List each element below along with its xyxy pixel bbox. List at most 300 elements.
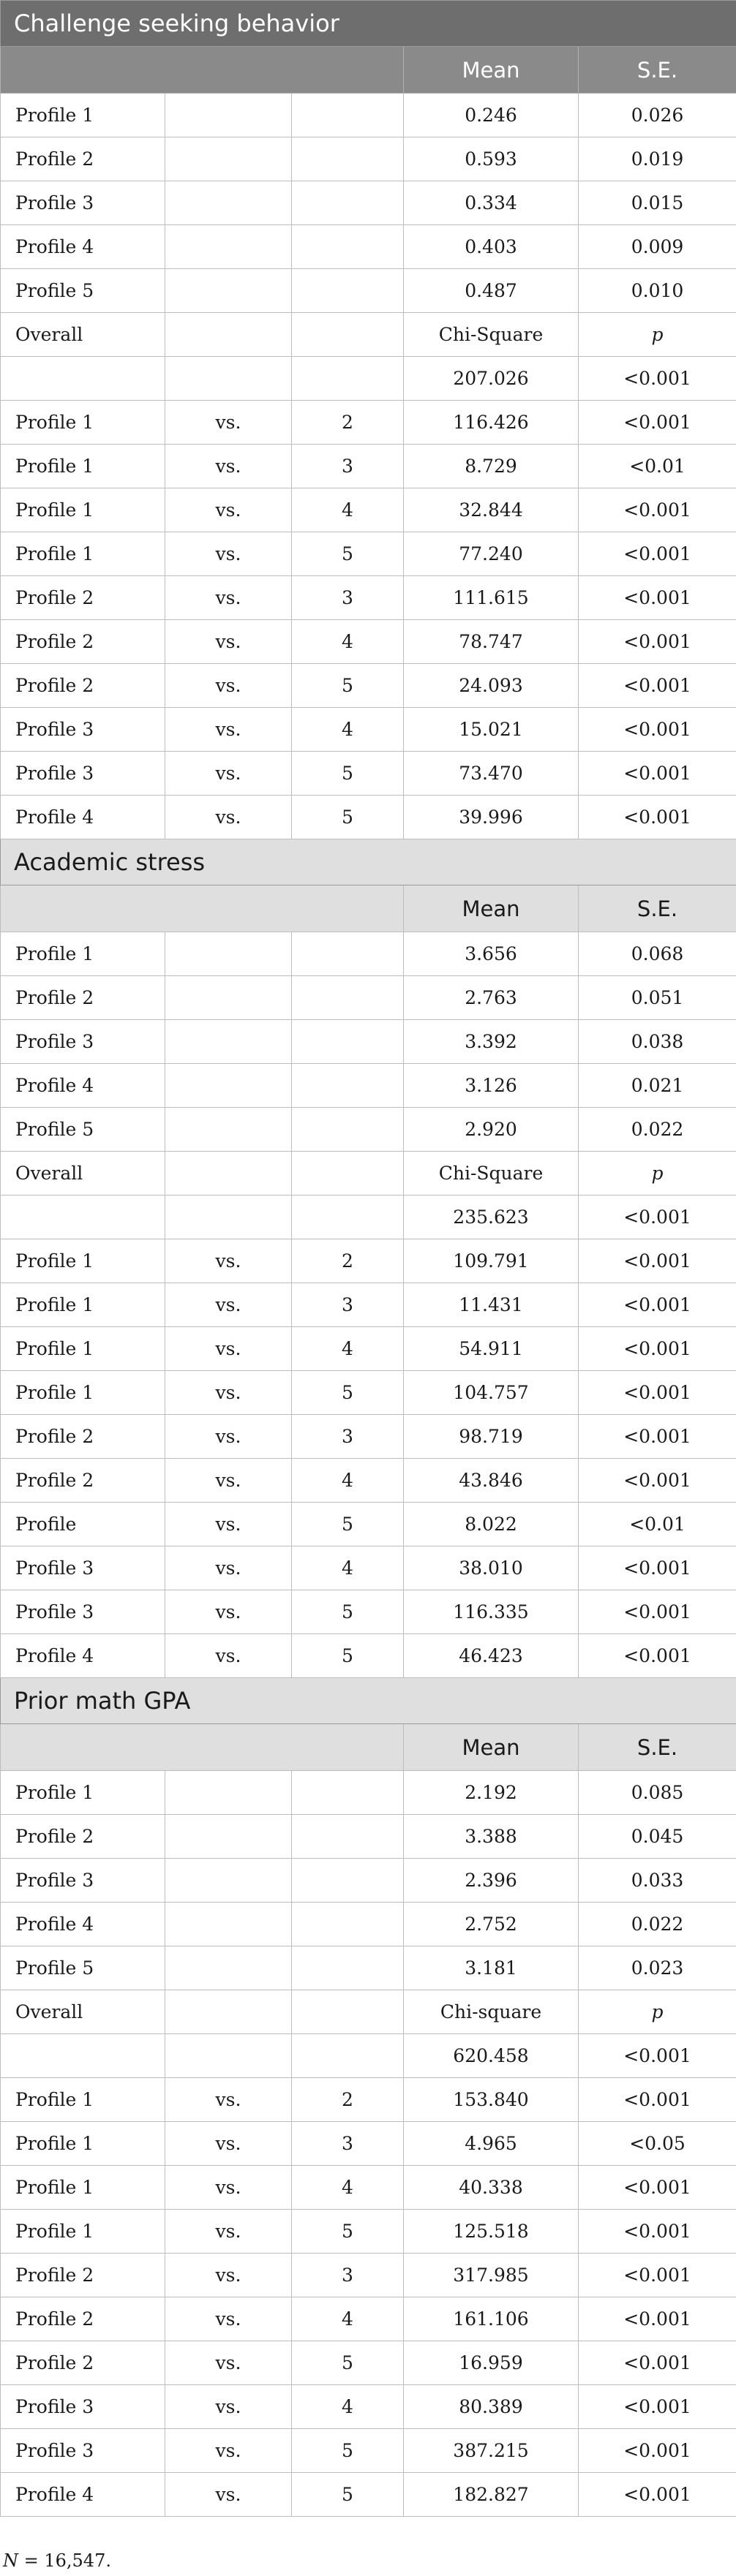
comparison-profile-a: Profile 2 — [1, 1459, 165, 1503]
se-value: 0.026 — [579, 94, 736, 137]
comparison-row — [1, 445, 736, 488]
p-label-text: p — [651, 2001, 664, 2022]
comparison-p-value: <0.001 — [579, 576, 736, 620]
comparison-vs: vs. — [165, 1503, 292, 1546]
comparison-row — [1, 2429, 736, 2473]
comparison-row — [1, 1459, 736, 1503]
comparison-chi-square: 8.729 — [404, 445, 579, 488]
section-title-row — [1, 1678, 736, 1724]
profile-row — [1, 1064, 736, 1108]
mean-value: 3.656 — [404, 932, 579, 976]
comparison-p-value: <0.001 — [579, 2166, 736, 2210]
comparison-profile-b: 3 — [292, 2254, 404, 2297]
mean-header: Mean — [404, 1724, 579, 1771]
comparison-chi-square: 43.846 — [404, 1459, 579, 1503]
comparison-profile-a: Profile 4 — [1, 796, 165, 839]
comparison-profile-b: 2 — [292, 401, 404, 445]
section-title: Academic stress — [1, 839, 736, 885]
comparison-p-value: <0.001 — [579, 1415, 736, 1459]
comparison-chi-square: 111.615 — [404, 576, 579, 620]
comparison-profile-a: Profile 2 — [1, 2341, 165, 2385]
empty-cell — [292, 313, 404, 357]
comparison-profile-a: Profile 1 — [1, 2166, 165, 2210]
comparison-vs: vs. — [165, 1327, 292, 1371]
empty-cell — [165, 1152, 292, 1196]
empty-cell — [165, 932, 292, 976]
empty-cell — [292, 269, 404, 313]
comparison-row — [1, 664, 736, 708]
empty-cell — [292, 1859, 404, 1903]
mean-value: 3.126 — [404, 1064, 579, 1108]
comparison-profile-a: Profile 3 — [1, 1546, 165, 1590]
profile-label: Profile 2 — [1, 976, 165, 1020]
comparison-p-value: <0.001 — [579, 752, 736, 796]
mean-value: 0.487 — [404, 269, 579, 313]
comparison-chi-square: 16.959 — [404, 2341, 579, 2385]
empty-cell — [165, 1020, 292, 1064]
comparison-profile-a: Profile 2 — [1, 2297, 165, 2341]
comparison-p-value: <0.05 — [579, 2122, 736, 2166]
overall-chi-square-value: 207.026 — [404, 357, 579, 401]
empty-cell — [292, 181, 404, 225]
comparison-vs: vs. — [165, 2122, 292, 2166]
comparison-row — [1, 2122, 736, 2166]
comparison-profile-a: Profile 4 — [1, 2473, 165, 2517]
column-header-row — [1, 47, 736, 94]
empty-cell — [292, 94, 404, 137]
empty-cell — [165, 1990, 292, 2034]
comparison-p-value: <0.001 — [579, 1546, 736, 1590]
mean-header: Mean — [404, 885, 579, 932]
mean-value: 0.403 — [404, 225, 579, 269]
se-value: 0.021 — [579, 1064, 736, 1108]
header-spacer — [1, 1724, 404, 1771]
comparison-profile-b: 4 — [292, 1546, 404, 1590]
comparison-chi-square: 182.827 — [404, 2473, 579, 2517]
comparison-profile-b: 5 — [292, 1634, 404, 1678]
profile-label: Profile 3 — [1, 181, 165, 225]
se-value: 0.068 — [579, 932, 736, 976]
comparison-profile-a: Profile 3 — [1, 2385, 165, 2429]
profile-row — [1, 137, 736, 181]
comparison-p-value: <0.001 — [579, 2297, 736, 2341]
se-value: 0.022 — [579, 1108, 736, 1152]
se-value: 0.038 — [579, 1020, 736, 1064]
comparison-chi-square: 125.518 — [404, 2210, 579, 2254]
comparison-vs: vs. — [165, 532, 292, 576]
empty-cell — [165, 976, 292, 1020]
empty-cell — [165, 1108, 292, 1152]
section-title-row — [1, 1, 736, 47]
empty-cell — [165, 1064, 292, 1108]
comparison-profile-b: 5 — [292, 1503, 404, 1546]
comparison-p-value: <0.001 — [579, 708, 736, 752]
overall-label-row — [1, 1152, 736, 1196]
comparison-profile-b: 4 — [292, 1459, 404, 1503]
profile-row — [1, 932, 736, 976]
comparison-row — [1, 2341, 736, 2385]
comparison-row — [1, 1634, 736, 1678]
profile-row — [1, 1108, 736, 1152]
mean-value: 2.920 — [404, 1108, 579, 1152]
chi-square-label: Chi-Square — [404, 1152, 579, 1196]
overall-label-row — [1, 313, 736, 357]
comparison-vs: vs. — [165, 2254, 292, 2297]
comparison-profile-a: Profile 1 — [1, 488, 165, 532]
se-value: 0.022 — [579, 1903, 736, 1946]
comparison-profile-a: Profile 2 — [1, 620, 165, 664]
comparison-p-value: <0.01 — [579, 445, 736, 488]
se-value: 0.045 — [579, 1815, 736, 1859]
empty-cell — [165, 1771, 292, 1815]
p-label-text: p — [651, 1163, 664, 1184]
comparison-chi-square: 78.747 — [404, 620, 579, 664]
empty-cell — [292, 932, 404, 976]
profile-row — [1, 269, 736, 313]
comparison-row — [1, 532, 736, 576]
comparison-p-value: <0.001 — [579, 664, 736, 708]
p-label — [579, 313, 736, 357]
profile-label: Profile 1 — [1, 932, 165, 976]
comparison-p-value: <0.001 — [579, 1459, 736, 1503]
comparison-vs: vs. — [165, 2078, 292, 2122]
comparison-profile-b: 2 — [292, 1239, 404, 1283]
comparison-row — [1, 2473, 736, 2517]
comparison-chi-square: 116.335 — [404, 1590, 579, 1634]
comparison-row — [1, 2166, 736, 2210]
comparison-profile-b: 3 — [292, 1415, 404, 1459]
comparison-profile-b: 2 — [292, 2078, 404, 2122]
se-value: 0.015 — [579, 181, 736, 225]
comparison-p-value: <0.001 — [579, 2385, 736, 2429]
p-label — [579, 1990, 736, 2034]
empty-cell — [165, 94, 292, 137]
empty-cell — [165, 1903, 292, 1946]
se-header: S.E. — [579, 1724, 736, 1771]
profile-row — [1, 1771, 736, 1815]
se-value: 0.033 — [579, 1859, 736, 1903]
empty-cell — [292, 1771, 404, 1815]
mean-header: Mean — [404, 47, 579, 94]
overall-chi-square-value: 620.458 — [404, 2034, 579, 2078]
comparison-row — [1, 576, 736, 620]
empty-cell — [292, 137, 404, 181]
comparison-row — [1, 1503, 736, 1546]
overall-value-row — [1, 1196, 736, 1239]
comparison-p-value: <0.001 — [579, 1327, 736, 1371]
comparison-profile-b: 5 — [292, 2210, 404, 2254]
comparison-chi-square: 39.996 — [404, 796, 579, 839]
mean-value: 3.392 — [404, 1020, 579, 1064]
comparison-chi-square: 161.106 — [404, 2297, 579, 2341]
comparison-p-value: <0.001 — [579, 401, 736, 445]
comparison-row — [1, 1371, 736, 1415]
comparison-profile-b: 5 — [292, 664, 404, 708]
comparison-profile-b: 3 — [292, 1283, 404, 1327]
profile-label: Profile 2 — [1, 1815, 165, 1859]
comparison-row — [1, 2210, 736, 2254]
comparison-profile-b: 4 — [292, 2297, 404, 2341]
comparison-chi-square: 73.470 — [404, 752, 579, 796]
comparison-vs: vs. — [165, 2473, 292, 2517]
se-value: 0.051 — [579, 976, 736, 1020]
empty-cell — [292, 1064, 404, 1108]
profile-label: Profile 4 — [1, 1064, 165, 1108]
comparison-p-value: <0.001 — [579, 620, 736, 664]
comparison-vs: vs. — [165, 576, 292, 620]
empty-cell — [292, 1815, 404, 1859]
comparison-row — [1, 2297, 736, 2341]
se-value: 0.085 — [579, 1771, 736, 1815]
header-spacer — [1, 47, 404, 94]
empty-cell — [165, 313, 292, 357]
comparison-profile-b: 5 — [292, 532, 404, 576]
comparison-chi-square: 80.389 — [404, 2385, 579, 2429]
comparison-row — [1, 2254, 736, 2297]
comparison-profile-b: 5 — [292, 1590, 404, 1634]
comparison-chi-square: 387.215 — [404, 2429, 579, 2473]
comparison-profile-a: Profile 1 — [1, 2122, 165, 2166]
comparison-chi-square: 11.431 — [404, 1283, 579, 1327]
column-header-row — [1, 1724, 736, 1771]
comparison-profile-b: 4 — [292, 488, 404, 532]
comparison-row — [1, 1283, 736, 1327]
comparison-chi-square: 104.757 — [404, 1371, 579, 1415]
comparison-profile-a: Profile 1 — [1, 1327, 165, 1371]
overall-label: Overall — [1, 1152, 165, 1196]
profile-label: Profile 1 — [1, 94, 165, 137]
comparison-vs: vs. — [165, 488, 292, 532]
comparison-vs: vs. — [165, 1239, 292, 1283]
comparison-chi-square: 4.965 — [404, 2122, 579, 2166]
comparison-vs: vs. — [165, 2210, 292, 2254]
empty-cell — [165, 137, 292, 181]
sample-size-note — [3, 2550, 111, 2571]
profile-row — [1, 1020, 736, 1064]
overall-value-row — [1, 357, 736, 401]
profile-label: Profile 5 — [1, 269, 165, 313]
comparison-profile-a: Profile 3 — [1, 2429, 165, 2473]
comparison-chi-square: 54.911 — [404, 1327, 579, 1371]
mean-value: 3.388 — [404, 1815, 579, 1859]
empty-cell — [165, 1196, 292, 1239]
overall-label: Overall — [1, 1990, 165, 2034]
comparison-chi-square: 46.423 — [404, 1634, 579, 1678]
comparison-profile-a: Profile 3 — [1, 708, 165, 752]
comparison-profile-a: Profile 1 — [1, 2210, 165, 2254]
se-value: 0.019 — [579, 137, 736, 181]
comparison-chi-square: 98.719 — [404, 1415, 579, 1459]
profile-row — [1, 225, 736, 269]
overall-p-value: <0.001 — [579, 2034, 736, 2078]
comparison-row — [1, 401, 736, 445]
comparison-vs: vs. — [165, 401, 292, 445]
comparison-profile-b: 4 — [292, 708, 404, 752]
comparison-profile-b: 4 — [292, 2166, 404, 2210]
profile-row — [1, 1859, 736, 1903]
n-value: = 16,547. — [18, 2550, 111, 2571]
profile-row — [1, 181, 736, 225]
comparison-p-value: <0.001 — [579, 2341, 736, 2385]
empty-cell — [292, 976, 404, 1020]
profile-label: Profile 4 — [1, 1903, 165, 1946]
empty-cell — [165, 269, 292, 313]
comparison-profile-a: Profile 3 — [1, 752, 165, 796]
comparison-vs: vs. — [165, 1590, 292, 1634]
comparison-chi-square: 15.021 — [404, 708, 579, 752]
chi-square-label: Chi-square — [404, 1990, 579, 2034]
header-spacer — [1, 885, 404, 932]
comparison-p-value: <0.001 — [579, 1239, 736, 1283]
comparison-p-value: <0.001 — [579, 1634, 736, 1678]
comparison-profile-a: Profile — [1, 1503, 165, 1546]
comparison-p-value: <0.001 — [579, 2078, 736, 2122]
comparison-profile-a: Profile 1 — [1, 1239, 165, 1283]
empty-cell — [165, 181, 292, 225]
comparison-p-value: <0.001 — [579, 1590, 736, 1634]
mean-value: 0.593 — [404, 137, 579, 181]
comparison-p-value: <0.001 — [579, 532, 736, 576]
comparison-p-value: <0.001 — [579, 1371, 736, 1415]
comparison-profile-a: Profile 2 — [1, 2254, 165, 2297]
comparison-row — [1, 1239, 736, 1283]
comparison-vs: vs. — [165, 752, 292, 796]
comparison-chi-square: 8.022 — [404, 1503, 579, 1546]
profile-row — [1, 1903, 736, 1946]
comparison-p-value: <0.001 — [579, 1283, 736, 1327]
p-label — [579, 1152, 736, 1196]
comparison-p-value: <0.001 — [579, 2210, 736, 2254]
comparison-row — [1, 708, 736, 752]
comparison-vs: vs. — [165, 2385, 292, 2429]
comparison-profile-a: Profile 1 — [1, 1283, 165, 1327]
n-symbol: N — [3, 2550, 18, 2571]
comparison-row — [1, 2078, 736, 2122]
se-header: S.E. — [579, 885, 736, 932]
comparison-vs: vs. — [165, 708, 292, 752]
comparison-row — [1, 1590, 736, 1634]
comparison-vs: vs. — [165, 1634, 292, 1678]
mean-value: 2.192 — [404, 1771, 579, 1815]
comparison-vs: vs. — [165, 2429, 292, 2473]
comparison-profile-a: Profile 3 — [1, 1590, 165, 1634]
comparison-p-value: <0.001 — [579, 488, 736, 532]
se-header: S.E. — [579, 47, 736, 94]
empty-cell — [292, 2034, 404, 2078]
p-label-text: p — [651, 324, 664, 345]
comparison-profile-a: Profile 1 — [1, 401, 165, 445]
comparison-chi-square: 38.010 — [404, 1546, 579, 1590]
empty-cell — [1, 1196, 165, 1239]
overall-value-row — [1, 2034, 736, 2078]
comparison-profile-b: 5 — [292, 2341, 404, 2385]
profile-label: Profile 3 — [1, 1020, 165, 1064]
comparison-profile-a: Profile 4 — [1, 1634, 165, 1678]
comparison-row — [1, 752, 736, 796]
overall-p-value: <0.001 — [579, 1196, 736, 1239]
comparison-profile-b: 5 — [292, 1371, 404, 1415]
comparison-vs: vs. — [165, 2166, 292, 2210]
comparison-profile-b: 4 — [292, 2385, 404, 2429]
comparison-vs: vs. — [165, 664, 292, 708]
se-value: 0.010 — [579, 269, 736, 313]
comparison-chi-square: 77.240 — [404, 532, 579, 576]
empty-cell — [292, 1990, 404, 2034]
comparison-chi-square: 317.985 — [404, 2254, 579, 2297]
overall-chi-square-value: 235.623 — [404, 1196, 579, 1239]
comparison-vs: vs. — [165, 2341, 292, 2385]
comparison-profile-b: 5 — [292, 2429, 404, 2473]
comparison-profile-b: 5 — [292, 796, 404, 839]
profile-label: Profile 3 — [1, 1859, 165, 1903]
mean-value: 0.246 — [404, 94, 579, 137]
mean-value: 3.181 — [404, 1946, 579, 1990]
empty-cell — [1, 357, 165, 401]
comparison-chi-square: 24.093 — [404, 664, 579, 708]
comparison-p-value: <0.001 — [579, 2254, 736, 2297]
comparison-p-value: <0.001 — [579, 2473, 736, 2517]
profile-row — [1, 1946, 736, 1990]
profile-label: Profile 1 — [1, 1771, 165, 1815]
comparison-profile-b: 3 — [292, 445, 404, 488]
comparison-vs: vs. — [165, 2297, 292, 2341]
comparison-profile-b: 4 — [292, 1327, 404, 1371]
empty-cell — [292, 1020, 404, 1064]
comparison-profile-a: Profile 1 — [1, 445, 165, 488]
comparison-profile-a: Profile 2 — [1, 1415, 165, 1459]
empty-cell — [292, 1903, 404, 1946]
empty-cell — [165, 357, 292, 401]
chi-square-label: Chi-Square — [404, 313, 579, 357]
section-title: Prior math GPA — [1, 1678, 736, 1724]
empty-cell — [292, 1152, 404, 1196]
profile-row — [1, 976, 736, 1020]
comparison-chi-square: 116.426 — [404, 401, 579, 445]
empty-cell — [292, 1108, 404, 1152]
empty-cell — [292, 1946, 404, 1990]
empty-cell — [165, 2034, 292, 2078]
profile-row — [1, 94, 736, 137]
comparison-row — [1, 1415, 736, 1459]
comparison-row — [1, 1327, 736, 1371]
comparison-profile-b: 3 — [292, 2122, 404, 2166]
comparison-vs: vs. — [165, 1459, 292, 1503]
empty-cell — [292, 1196, 404, 1239]
comparison-row — [1, 620, 736, 664]
profile-label: Profile 5 — [1, 1946, 165, 1990]
se-value: 0.009 — [579, 225, 736, 269]
comparison-row — [1, 1546, 736, 1590]
empty-cell — [165, 225, 292, 269]
profile-label: Profile 2 — [1, 137, 165, 181]
comparison-profile-b: 3 — [292, 576, 404, 620]
column-header-row — [1, 885, 736, 932]
comparison-chi-square: 40.338 — [404, 2166, 579, 2210]
comparison-p-value: <0.01 — [579, 1503, 736, 1546]
mean-value: 2.763 — [404, 976, 579, 1020]
profile-row — [1, 1815, 736, 1859]
comparison-profile-b: 5 — [292, 752, 404, 796]
comparison-p-value: <0.001 — [579, 796, 736, 839]
comparison-profile-a: Profile 2 — [1, 576, 165, 620]
comparison-chi-square: 32.844 — [404, 488, 579, 532]
empty-cell — [1, 2034, 165, 2078]
empty-cell — [165, 1815, 292, 1859]
overall-label: Overall — [1, 313, 165, 357]
comparison-vs: vs. — [165, 796, 292, 839]
comparison-chi-square: 109.791 — [404, 1239, 579, 1283]
profile-label: Profile 5 — [1, 1108, 165, 1152]
